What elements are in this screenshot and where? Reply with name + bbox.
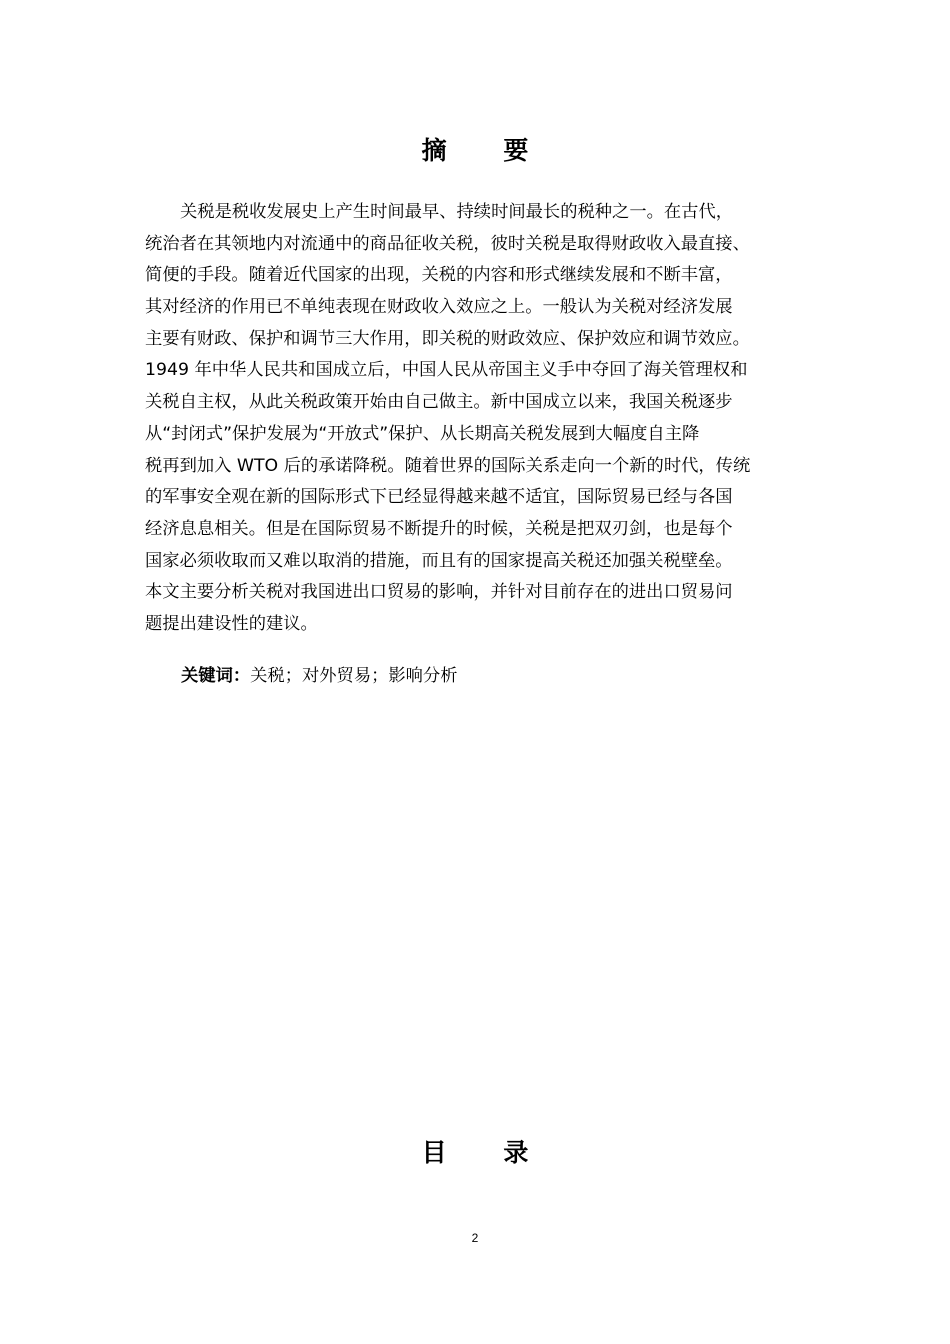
abstract-line: 其对经济的作用已不单纯表现在财政收入效应之上。一般认为关税对经济发展	[145, 297, 733, 318]
abstract-line: 题提出建设性的建议。	[145, 613, 318, 634]
keywords-label: 关键词：	[181, 666, 251, 686]
abstract-line: 简便的手段。随着近代国家的出现，关税的内容和形式继续发展和不断丰富，	[145, 265, 733, 286]
abstract-line: 1949 年中华人民共和国成立后，中国人民从帝国主义手中夺回了海关管理权和	[145, 360, 748, 381]
abstract-line: 税再到加入 WTO 后的承诺降税。随着世界的国际关系走向一个新的时代，传统	[145, 455, 751, 476]
keywords-value: 关税；对外贸易；影响分析	[250, 666, 458, 686]
abstract-line: 关税是税收发展史上产生时间最早、持续时间最长的税种之一。在古代，	[180, 202, 734, 222]
abstract-line: 关税自主权，从此关税政策开始由自己做主。新中国成立以来，我国关税逐步	[145, 392, 733, 413]
abstract-body	[145, 197, 805, 641]
abstract-line: 的军事安全观在新的国际形式下已经显得越来越不适宜，国际贸易已经与各国	[145, 487, 733, 508]
abstract-line: 国家必须收取而又难以取消的措施，而且有的国家提高关税还加强关税壁垒。	[145, 550, 733, 571]
abstract-line: 主要有财政、保护和调节三大作用，即关税的财政效应、保护效应和调节效应。	[145, 328, 750, 349]
abstract-heading: 摘 要	[421, 136, 553, 165]
abstract-line: 统治者在其领地内对流通中的商品征收关税，彼时关税是取得财政收入最直接、	[145, 233, 750, 254]
toc-heading: 目 录	[421, 1138, 553, 1167]
abstract-line: 本文主要分析关税对我国进出口贸易的影响，并针对目前存在的进出口贸易问	[145, 582, 733, 603]
keywords	[181, 661, 458, 692]
abstract-line: 从“封闭式”保护发展为“开放式”保护、从长期高关税发展到大幅度自主降	[145, 423, 700, 444]
abstract-line: 经济息息相关。但是在国际贸易不断提升的时候，关税是把双刃剑，也是每个	[145, 518, 733, 539]
page-number: 2	[471, 1231, 479, 1245]
